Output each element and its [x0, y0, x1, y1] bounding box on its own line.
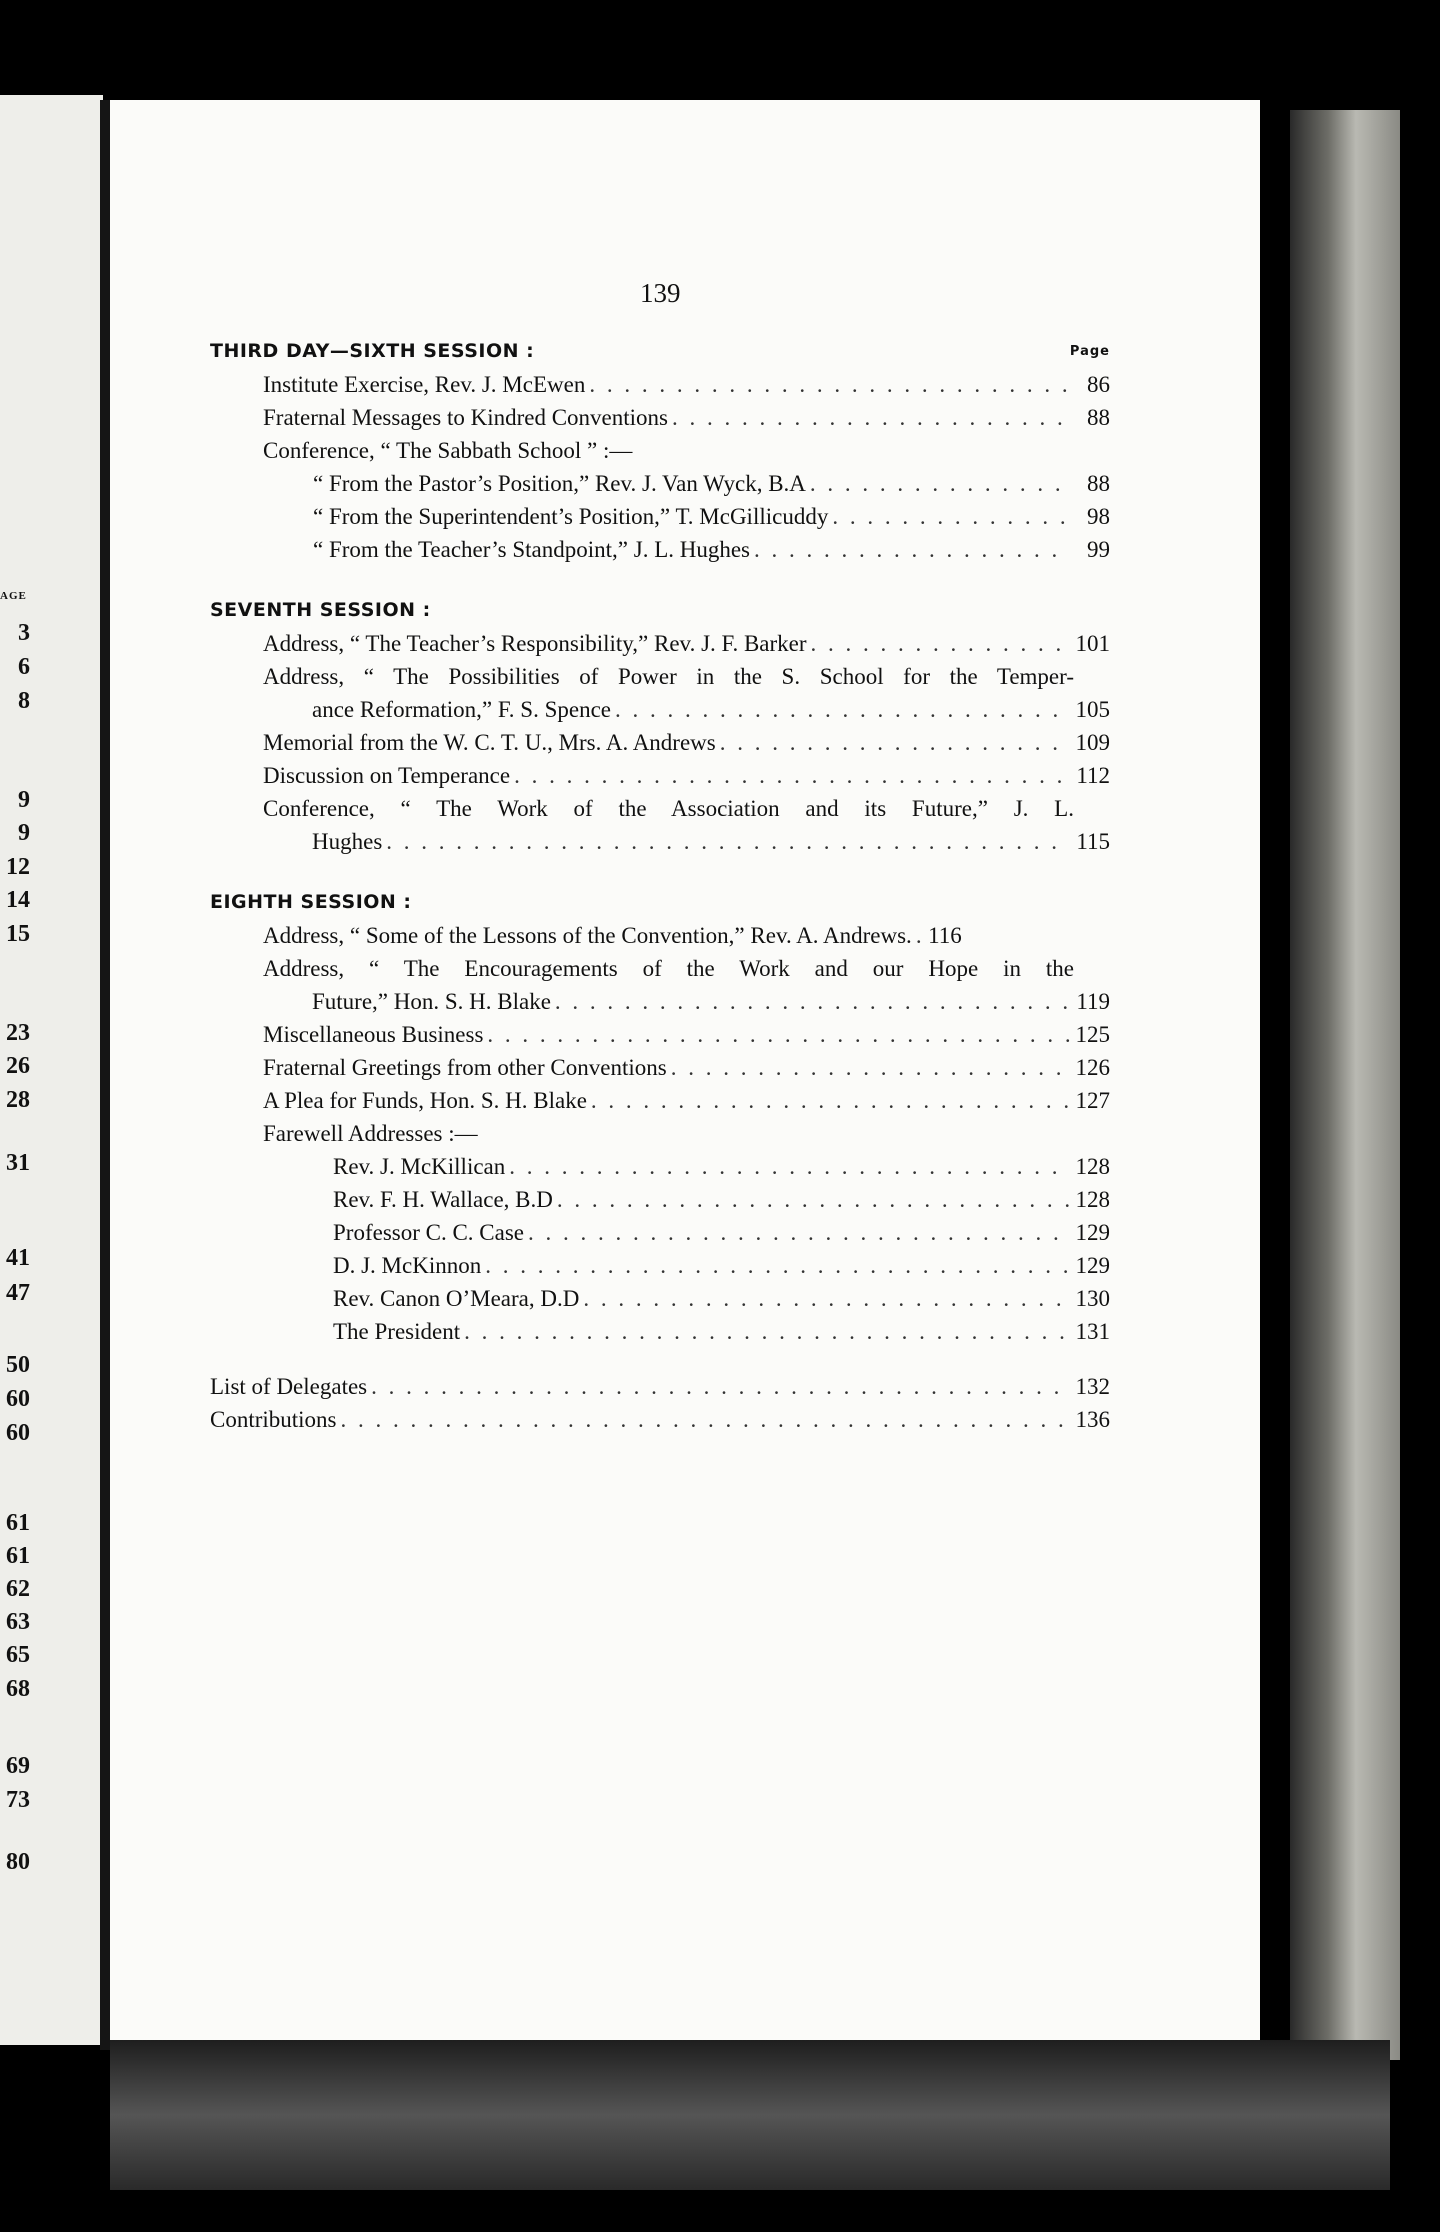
dot-leader	[341, 1403, 1070, 1436]
left-page-number: 60	[6, 1420, 30, 1446]
toc-entry	[333, 1183, 1110, 1216]
dot-leader	[583, 1282, 1070, 1315]
toc-entry	[210, 1403, 1110, 1436]
section-heading-sixth-session	[210, 335, 1110, 368]
toc-entry	[210, 1370, 1110, 1403]
left-page-number: 12	[6, 854, 30, 880]
toc-entry	[312, 985, 1110, 1018]
toc-entry	[263, 1084, 1110, 1117]
toc-entry	[333, 1315, 1110, 1348]
entry-page: 119	[1076, 989, 1110, 1014]
dot-leader	[487, 1018, 1070, 1051]
left-page-number: 61	[6, 1543, 30, 1569]
left-page-number: 62	[6, 1576, 30, 1602]
toc-entry	[263, 1051, 1110, 1084]
entry-page: 131	[1075, 1319, 1110, 1344]
left-page-number: 9	[18, 820, 30, 846]
toc-entry	[333, 1216, 1110, 1249]
left-page-number: 31	[6, 1150, 30, 1176]
dot-leader	[589, 368, 1070, 401]
entry-title: Contributions	[210, 1407, 337, 1432]
entry-page: 129	[1075, 1220, 1110, 1245]
entry-title: ance Reformation,” F. S. Spence	[312, 697, 611, 722]
toc-entry	[313, 533, 1110, 566]
table-of-contents	[210, 335, 1110, 1436]
entry-title: Miscellaneous Business	[263, 1022, 484, 1047]
entry-page: 88	[1087, 405, 1110, 430]
toc-entry	[313, 467, 1110, 500]
entry-first-line: Conference, “ The Work of the Association and its Future,” J. L.	[263, 796, 1074, 821]
toc-entry	[333, 1282, 1110, 1315]
dot-leader	[557, 1183, 1070, 1216]
left-page-number: 3	[18, 620, 30, 646]
entry-title: Address, “ The Teacher’s Responsibility,” Rev. J. F. Barker	[263, 631, 807, 656]
dot-leader	[386, 825, 1070, 858]
entry-title: D. J. McKinnon	[333, 1253, 482, 1278]
entry-page: 109	[1075, 730, 1110, 755]
toc-entry	[263, 919, 1110, 952]
entry-title: Rev. Canon O’Meara, D.D	[333, 1286, 580, 1311]
dot-leader	[754, 533, 1070, 566]
entry-title: Rev. F. H. Wallace, B.D	[333, 1187, 553, 1212]
entry-page: 126	[1075, 1055, 1110, 1080]
dot-leader	[555, 985, 1070, 1018]
left-page-number: 69	[6, 1753, 30, 1779]
entry-page: 129	[1075, 1253, 1110, 1278]
entry-title: The President	[333, 1319, 461, 1344]
spacer	[210, 1348, 1110, 1370]
entry-first-line: Address, “ The Possibilities of Power in the S. School for the Temper-	[263, 664, 1074, 689]
left-page-number: 26	[6, 1053, 30, 1079]
toc-entry	[263, 1018, 1110, 1051]
entry-page: 105	[1075, 697, 1110, 722]
left-page-number: 28	[6, 1087, 30, 1113]
entry-title: Address, “ Some of the Lessons of the Convention,” Rev. A. Andrews.	[263, 923, 912, 948]
entry-page: 136	[1075, 1407, 1110, 1432]
entry-page: 88	[1087, 471, 1110, 496]
left-page-number: 41	[6, 1245, 30, 1271]
left-page-number: 47	[6, 1280, 30, 1306]
toc-entry	[263, 368, 1110, 401]
left-page-number: 6	[18, 654, 30, 680]
entry-title: Fraternal Messages to Kindred Conventions	[263, 405, 668, 430]
entry-page: 98	[1087, 504, 1110, 529]
entry-title: A Plea for Funds, Hon. S. H. Blake	[263, 1088, 587, 1113]
toc-entry	[313, 500, 1110, 533]
entry-page: 115	[1076, 829, 1110, 854]
toc-subheading: Farewell Addresses :—	[263, 1121, 478, 1146]
dot-leader	[509, 1150, 1070, 1183]
left-page-number: 15	[6, 921, 30, 947]
entry-page: 101	[1075, 631, 1110, 656]
toc-entry	[312, 825, 1110, 858]
dot-leader	[832, 500, 1070, 533]
dot-leader	[916, 919, 922, 952]
toc-entry	[263, 627, 1110, 660]
left-page-number: 8	[18, 688, 30, 714]
toc-entry	[312, 693, 1110, 726]
book-bottom-edge	[110, 2040, 1390, 2190]
entry-title: “ From the Pastor’s Position,” Rev. J. Van Wyck, B.A	[313, 471, 806, 496]
left-page-number: 80	[6, 1849, 30, 1875]
page-number: 139	[640, 278, 681, 308]
entry-page: 86	[1087, 372, 1110, 397]
left-page-number: 9	[18, 787, 30, 813]
left-page-number: 14	[6, 887, 30, 913]
entry-page: 112	[1076, 763, 1110, 788]
entry-page: 128	[1075, 1187, 1110, 1212]
entry-page: 132	[1075, 1374, 1110, 1399]
dot-leader	[464, 1315, 1070, 1348]
dot-leader	[485, 1249, 1070, 1282]
section-heading-eighth-session: EIGHTH SESSION :	[210, 891, 412, 913]
dot-leader	[720, 726, 1070, 759]
left-page-number: 63	[6, 1609, 30, 1635]
toc-entry	[263, 401, 1110, 434]
spacer	[210, 858, 1110, 886]
entry-title: Fraternal Greetings from other Conventions	[263, 1055, 667, 1080]
book-spine-edge	[1290, 110, 1400, 2060]
left-page-number: 60	[6, 1386, 30, 1412]
entry-title: Rev. J. McKillican	[333, 1154, 506, 1179]
dot-leader	[615, 693, 1070, 726]
toc-entry	[263, 726, 1110, 759]
entry-first-line: Address, “ The Encouragements of the Work and our Hope in the	[263, 956, 1074, 981]
dot-leader	[810, 467, 1070, 500]
page-column-header: Page	[1069, 344, 1110, 359]
toc-entry	[333, 1150, 1110, 1183]
toc-entry	[263, 759, 1110, 792]
dot-leader	[672, 401, 1070, 434]
section-heading-seventh-session: SEVENTH SESSION :	[210, 599, 431, 621]
entry-page: 130	[1075, 1286, 1110, 1311]
left-page-number: 68	[6, 1676, 30, 1702]
entry-title: Discussion on Temperance	[263, 763, 511, 788]
entry-page: 128	[1075, 1154, 1110, 1179]
entry-title: List of Delegates	[210, 1374, 368, 1399]
entry-page: 127	[1075, 1088, 1110, 1113]
entry-title: Future,” Hon. S. H. Blake	[312, 989, 551, 1014]
section-title: THIRD DAY—SIXTH SESSION :	[210, 340, 535, 362]
entry-title: “ From the Teacher’s Standpoint,” J. L. Hughes	[313, 537, 751, 562]
dot-leader	[671, 1051, 1070, 1084]
entry-page: 116	[928, 923, 962, 948]
entry-title: Memorial from the W. C. T. U., Mrs. A. Andrews	[263, 730, 716, 755]
dot-leader	[528, 1216, 1070, 1249]
entry-title: Hughes	[312, 829, 383, 854]
entry-title: Institute Exercise, Rev. J. McEwen	[263, 372, 586, 397]
entry-page: 125	[1075, 1022, 1110, 1047]
dot-leader	[514, 759, 1070, 792]
dot-leader	[371, 1370, 1070, 1403]
dot-leader	[811, 627, 1070, 660]
left-page-number: 61	[6, 1510, 30, 1536]
toc-subheading: Conference, “ The Sabbath School ” :—	[263, 438, 633, 463]
left-page-number: 73	[6, 1787, 30, 1813]
left-page-number: 65	[6, 1642, 30, 1668]
left-page-header: AGE	[0, 590, 27, 602]
dot-leader	[591, 1084, 1070, 1117]
entry-title: Professor C. C. Case	[333, 1220, 525, 1245]
entry-title: “ From the Superintendent’s Position,” T. McGillicuddy	[313, 504, 829, 529]
left-page-number: 23	[6, 1020, 30, 1046]
spacer	[210, 566, 1110, 594]
entry-page: 99	[1087, 537, 1110, 562]
toc-entry	[333, 1249, 1110, 1282]
left-page-number: 50	[6, 1352, 30, 1378]
